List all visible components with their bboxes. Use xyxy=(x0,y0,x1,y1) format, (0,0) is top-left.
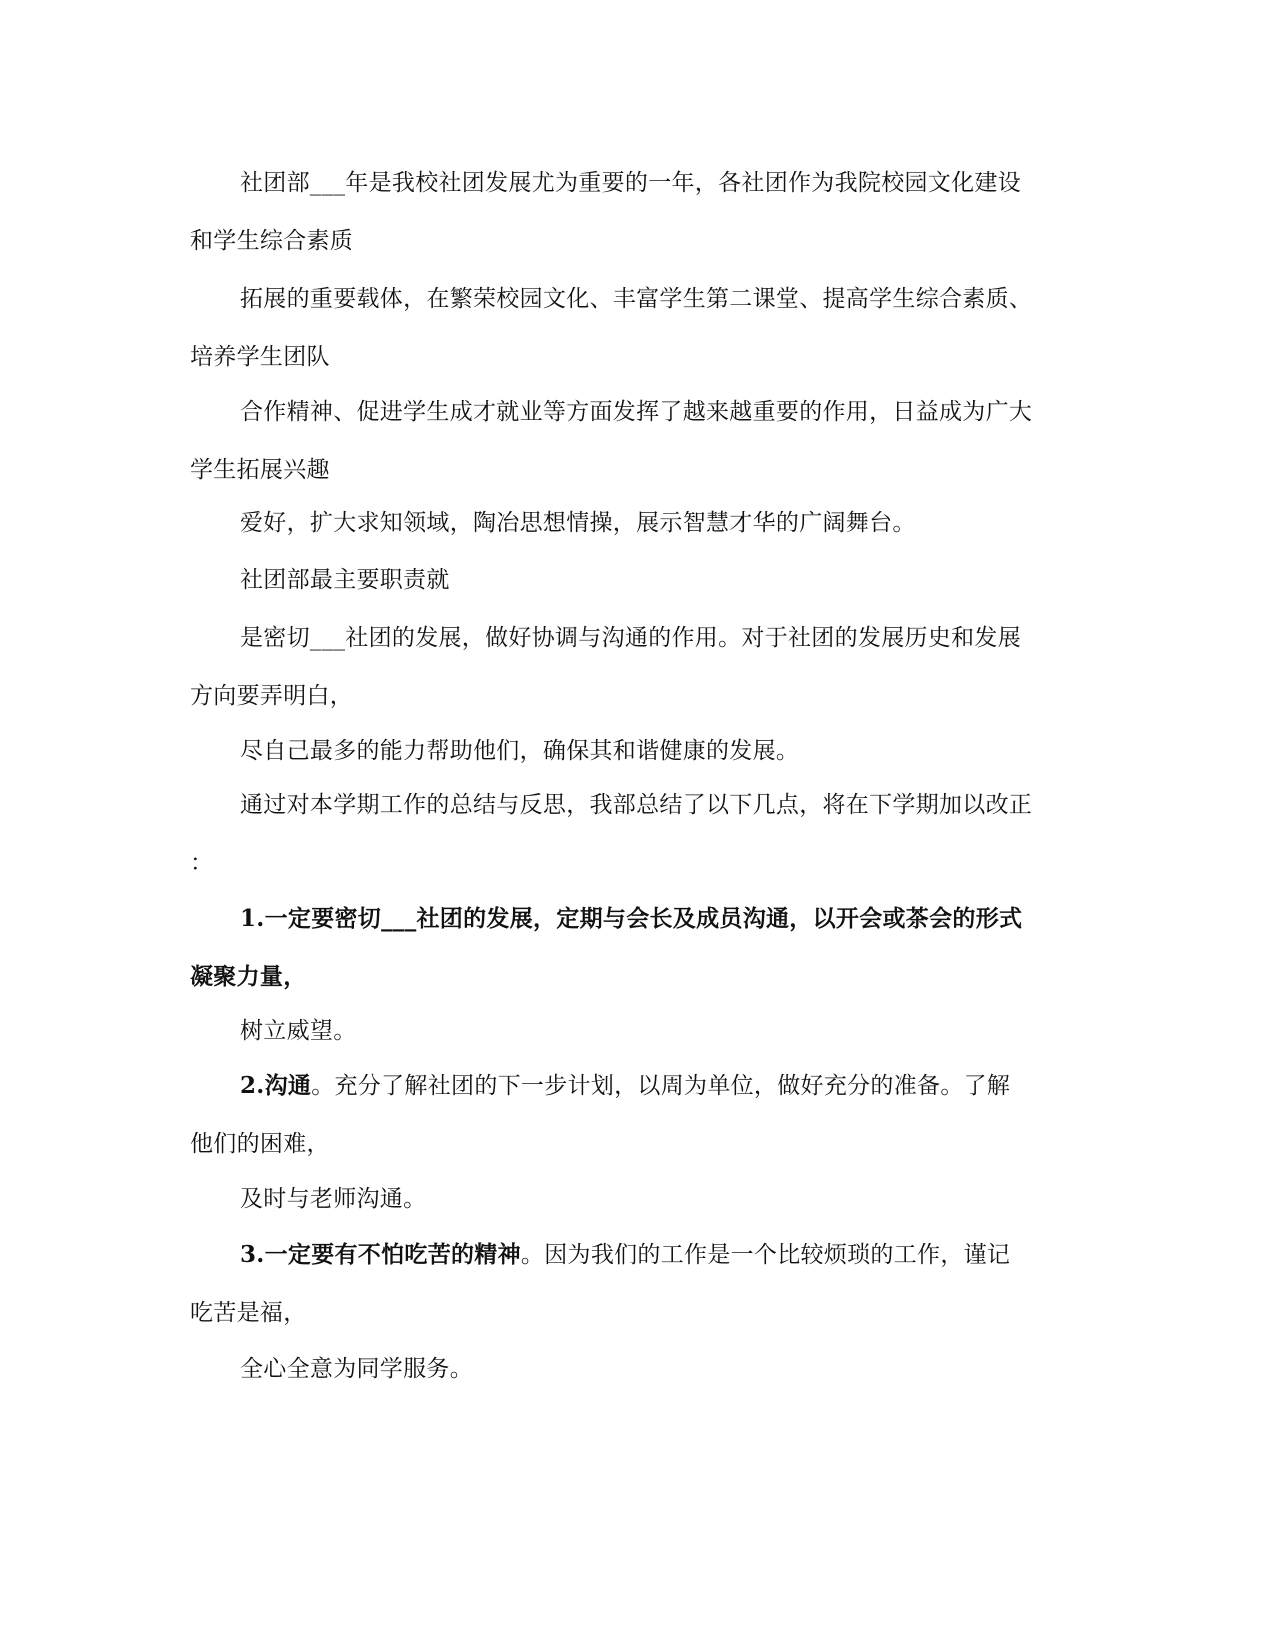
paragraph-1-line-2: 和学生综合素质 xyxy=(190,228,354,254)
paragraph-13-line-1-rest: 。因为我们的工作是一个比较烦琐的工作，谨记 xyxy=(520,1242,1011,1268)
paragraph-3 xyxy=(190,383,1090,499)
paragraph-11-line-2: 他们的困难， xyxy=(190,1131,330,1157)
paragraph-1 xyxy=(190,154,1090,270)
paragraph-9 xyxy=(190,890,1090,1006)
paragraph-6-line-2: 方向要弄明白， xyxy=(190,683,354,709)
paragraph-7 xyxy=(190,722,1090,780)
paragraph-2 xyxy=(190,270,1090,386)
paragraph-13-bold-prefix: 3.一定要有不怕吃苦的精神 xyxy=(240,1241,521,1268)
paragraph-4-line-1: 爱好，扩大求知领域，陶冶思想情操，展示智慧才华的广阔舞台。 xyxy=(240,510,916,536)
paragraph-6-line-1: 是密切___社团的发展，做好协调与沟通的作用。对于社团的发展历史和发展 xyxy=(240,625,1021,651)
paragraph-12-line-1: 及时与老师沟通。 xyxy=(240,1186,427,1212)
paragraph-11-bold-prefix: 2.沟通 xyxy=(240,1072,312,1099)
paragraph-1-line-1: 社团部___年是我校社团发展尤为重要的一年，各社团作为我院校园文化建设 xyxy=(240,170,1021,196)
paragraph-13-line-2: 吃苦是福， xyxy=(190,1300,307,1326)
paragraph-9-line-2: 凝聚力量， xyxy=(190,963,307,990)
paragraph-9-line-1: 1.一定要密切___社团的发展，定期与会长及成员沟通，以开会或茶会的形式 xyxy=(240,905,1023,932)
paragraph-11-line-1-rest: 。充分了解社团的下一步计划，以周为单位，做好充分的准备。了解 xyxy=(311,1073,1011,1099)
paragraph-11-line-1 xyxy=(190,1057,1090,1115)
paragraph-3-line-1: 合作精神、促进学生成才就业等方面发挥了越来越重要的作用，日益成为广大 xyxy=(240,399,1033,425)
paragraph-14-line-1: 全心全意为同学服务。 xyxy=(240,1356,473,1382)
paragraph-10 xyxy=(190,1002,1090,1060)
paragraph-13 xyxy=(190,1226,1090,1342)
paragraph-8-line-2: ： xyxy=(190,850,214,876)
paragraph-2-line-1: 拓展的重要载体，在繁荣校园文化、丰富学生第二课堂、提高学生综合素质、 xyxy=(240,286,1033,312)
paragraph-6 xyxy=(190,609,1090,725)
paragraph-10-line-1: 树立威望。 xyxy=(240,1018,357,1044)
paragraph-8-line-1: 通过对本学期工作的总结与反思，我部总结了以下几点，将在下学期加以改正 xyxy=(240,792,1033,818)
paragraph-8 xyxy=(190,776,1090,892)
paragraph-11 xyxy=(190,1057,1090,1173)
paragraph-14 xyxy=(190,1340,1090,1398)
paragraph-2-line-2: 培养学生团队 xyxy=(190,344,330,370)
paragraph-12 xyxy=(190,1170,1090,1228)
paragraph-5-line-1: 社团部最主要职责就 xyxy=(240,567,450,593)
paragraph-3-line-2: 学生拓展兴趣 xyxy=(190,457,330,483)
paragraph-4 xyxy=(190,494,1090,552)
paragraph-5 xyxy=(190,551,1090,609)
paragraph-7-line-1: 尽自己最多的能力帮助他们，确保其和谐健康的发展。 xyxy=(240,738,800,764)
paragraph-13-line-1 xyxy=(190,1226,1090,1284)
